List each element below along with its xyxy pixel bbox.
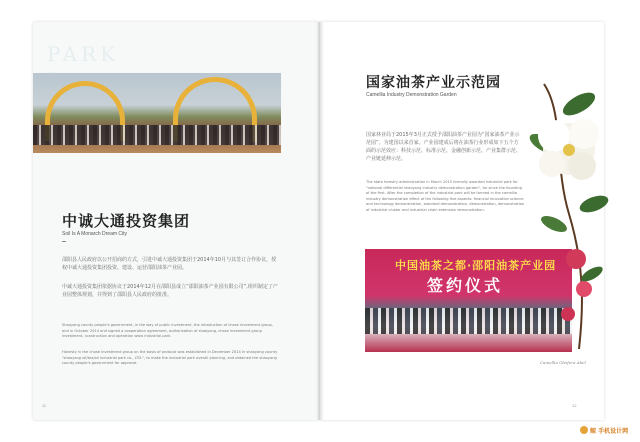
left-english-paragraph-2: Honesty in the chase investment group on the basis of protocol was established in December 2014 in shaoyang county "shaoyang oil/tea/oil industrial park co., LTD.", to make the industrial park overall planning, and obtained the shaoyang county people's government for approval. bbox=[62, 350, 278, 365]
groundbreaking-ceremony-photo bbox=[33, 73, 281, 153]
left-english-paragraph-1: Shaoyang county people's government, in the way of public investment, the introduction of chase investment group, and in October 2014 and signed a cooperation agreement, authorization of shaoyang, chase investment group investment, construction and operation www industrial park. bbox=[62, 323, 273, 338]
crowd-silhouettes bbox=[33, 125, 281, 145]
page-gutter bbox=[316, 22, 324, 420]
right-page-title: 国家油茶产业示范园 bbox=[366, 75, 501, 91]
left-page-number: 11 bbox=[42, 403, 47, 408]
left-paragraph-1: 邵阳县人民政府以公开招商的方式，引进中诚大通投资集团于2014年10月与其签订合作协议，授权中诚大通投资集团投资、建设、运营邵阳油茶产业园。 bbox=[62, 257, 277, 271]
white-camellia-bloom-icon bbox=[538, 119, 599, 180]
title-divider bbox=[62, 241, 66, 242]
right-page-subtitle: Camellia Industry Demonstration Garden bbox=[366, 92, 457, 98]
event-banner-title: 签约仪式 bbox=[427, 276, 504, 295]
left-paragraph-2: 中诚大通投资集团依据协议于2014年12月在邵阳县成立“邵阳油茶产业园有限公司”,组织制定了产业园整体规划，并得到了邵阳县人民政府的批准。 bbox=[62, 284, 278, 298]
right-english-paragraph: The state forestry administration in March 2015 formally awarded industrial park for "national differential shaoyang industry demonstration garden", for since the founding of the first. After the completion of the industrial park will be formed in the camellia industry demonstration effect of the following five aspects: financial innovation science and technology demonstration, standard demonstration, demonstration, demonstration of industrial cluster and industrial chain extension demonstration. bbox=[366, 180, 525, 212]
left-page-title: 中诚大通投资集团 bbox=[62, 212, 191, 230]
camellia-flower-illustration bbox=[524, 74, 614, 354]
flower-caption: Camellia Oleifera Abel bbox=[540, 360, 586, 365]
red-camellia-bloom-icon bbox=[561, 249, 592, 321]
event-banner-heading: 中国油茶之都·邵阳油茶产业园 bbox=[395, 259, 557, 272]
left-page-subtitle: Soil Is A Monarch Dream City bbox=[62, 231, 128, 237]
watermark-logo-icon bbox=[580, 426, 588, 434]
right-paragraph-cn: 国家林业局于2015年3月正式授予邵阳油茶产业园为“国家油茶产业示范园”。为建国以来首家。产业园建成后将在油茶行业形成如下五个方面的示范效应：科技示范、标准示范、金融创新示范、产业集群示范、产业链延伸示范。 bbox=[366, 132, 522, 162]
background-word-park: PARK bbox=[47, 42, 120, 66]
right-page-number: 12 bbox=[572, 403, 577, 408]
watermark-text: 鲸 手机设计网 bbox=[590, 428, 629, 435]
